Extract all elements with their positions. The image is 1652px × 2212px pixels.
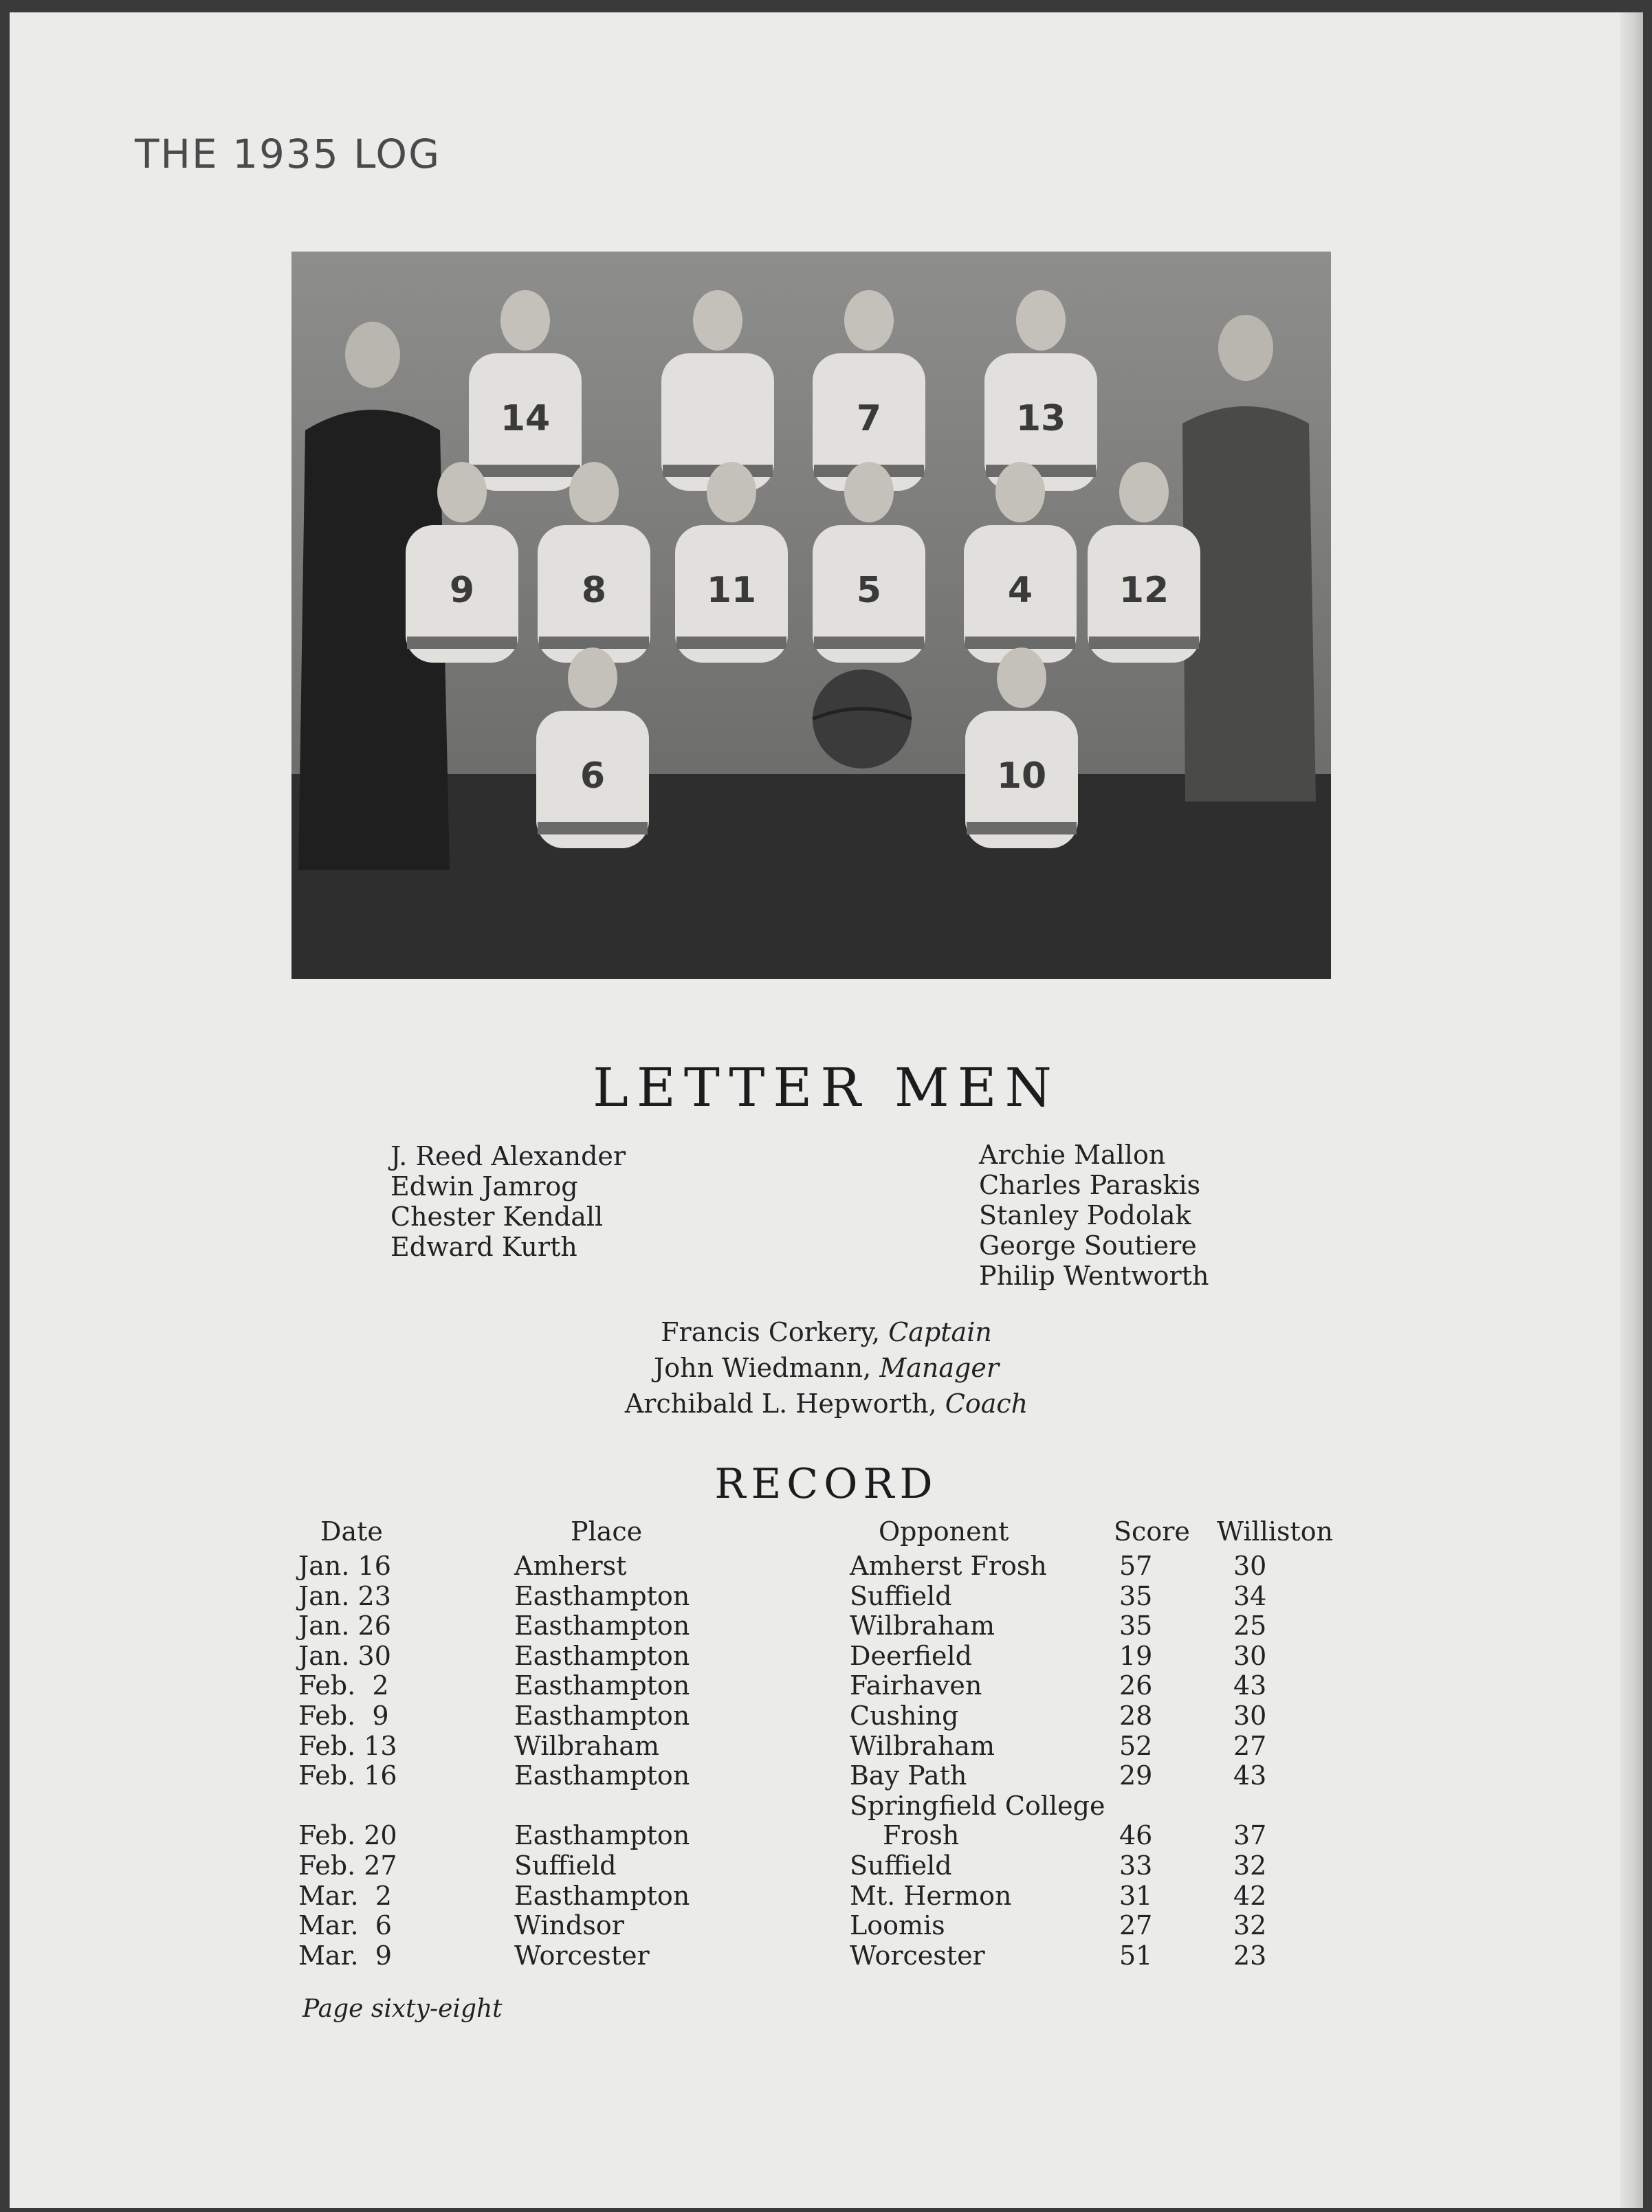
record-cell-score: 27 [1119, 1910, 1153, 1941]
player-head [1119, 462, 1169, 522]
staff-coach [10, 1386, 1643, 1422]
player-head [995, 462, 1045, 522]
player-head [693, 290, 742, 351]
record-column-header: Score [1114, 1516, 1190, 1547]
record-cell-opponent: Cushing [850, 1701, 959, 1731]
record-cell-place: Easthampton [514, 1640, 690, 1671]
record-cell-williston: 43 [1233, 1760, 1267, 1791]
record-cell-williston: 25 [1233, 1611, 1267, 1641]
record-column-header: Opponent [879, 1516, 1009, 1547]
jersey-number: 9 [449, 570, 475, 611]
letter-men-left-column [390, 1141, 626, 1262]
letter-men-right-column [979, 1140, 1209, 1291]
record-cell-place: Worcester [514, 1940, 650, 1971]
letter-man-name: Edward Kurth [390, 1232, 577, 1262]
jersey-number: 12 [1119, 570, 1169, 611]
letter-man-name: Philip Wentworth [979, 1261, 1209, 1291]
player-waistband [538, 822, 648, 834]
team-staff [10, 1314, 1643, 1422]
record-cell-score: 26 [1119, 1670, 1153, 1701]
record-cell-date: Feb. 2 [298, 1670, 389, 1701]
player-head [568, 648, 617, 708]
record-cell-opponent: Frosh [883, 1820, 960, 1851]
record-cell-score: 35 [1119, 1611, 1153, 1641]
record-cell-opponent: Mt. Hermon [850, 1880, 1012, 1911]
team-photo-image [291, 252, 1331, 979]
record-cell-williston: 23 [1233, 1940, 1267, 1971]
staff-name: Francis Corkery, [661, 1317, 881, 1347]
letter-man-name: Charles Paraskis [979, 1170, 1201, 1200]
staff-role: Captain [888, 1317, 992, 1347]
record-column-header: Place [571, 1516, 643, 1547]
page-header: THE 1935 LOG [135, 131, 441, 177]
record-cell-opponent: Wilbraham [850, 1611, 995, 1641]
record-cell-date: Feb. 27 [298, 1850, 397, 1881]
player-waistband [539, 637, 649, 649]
record-cell-williston: 30 [1233, 1701, 1267, 1731]
record-cell-opponent: Amherst Frosh [850, 1551, 1047, 1581]
player-head [437, 462, 487, 522]
record-cell-place: Easthampton [514, 1580, 690, 1611]
record-cell-date: Feb. 16 [298, 1760, 397, 1791]
record-cell-score: 52 [1119, 1730, 1153, 1761]
player-waistband [814, 637, 924, 649]
staff-name: John Wiedmann, [654, 1353, 872, 1383]
player-waistband [965, 637, 1075, 649]
player-waistband [407, 637, 517, 649]
record-cell-date: Jan. 26 [298, 1611, 391, 1641]
record-cell-place: Windsor [514, 1910, 624, 1941]
record-cell-opponent: Suffield [850, 1580, 952, 1611]
jersey-number: 4 [1007, 570, 1033, 611]
record-cell-place: Easthampton [514, 1880, 690, 1911]
record-cell-score: 51 [1119, 1940, 1153, 1971]
record-cell-opponent: Loomis [850, 1910, 945, 1941]
player-head [707, 462, 756, 522]
record-cell-date: Feb. 20 [298, 1820, 397, 1851]
record-cell-score: 19 [1119, 1640, 1153, 1671]
record-cell-date: Feb. 13 [298, 1730, 397, 1761]
record-heading: RECORD [714, 1460, 938, 1508]
record-cell-place: Easthampton [514, 1670, 690, 1701]
page-number: Page sixty-eight [302, 1995, 503, 2023]
record-cell-date: Feb. 9 [298, 1701, 389, 1731]
player-head [844, 290, 894, 351]
player-head [500, 290, 550, 351]
player-head [844, 462, 894, 522]
record-cell-williston: 42 [1233, 1880, 1267, 1911]
record-cell-score: 57 [1119, 1551, 1153, 1581]
record-cell-date: Jan. 23 [298, 1580, 391, 1611]
record-cell-williston: 34 [1233, 1580, 1267, 1611]
record-cell-williston: 30 [1233, 1551, 1267, 1581]
record-cell-opponent: Bay Path [850, 1760, 967, 1791]
letter-man-name: Edwin Jamrog [390, 1171, 578, 1202]
jersey-number: 11 [706, 570, 757, 611]
record-column-header: Date [320, 1516, 383, 1547]
record-cell-score: 31 [1119, 1880, 1153, 1911]
player-waistband [470, 465, 580, 477]
jersey-number: 10 [996, 755, 1047, 797]
record-cell-williston: 32 [1233, 1910, 1267, 1941]
team-photo [291, 252, 1331, 979]
player-head [1016, 290, 1066, 351]
record-cell-place: Amherst [514, 1551, 627, 1581]
record-cell-williston: 32 [1233, 1850, 1267, 1881]
letter-man-name: Archie Mallon [979, 1140, 1166, 1170]
record-cell-williston: 30 [1233, 1640, 1267, 1671]
record-cell-score: 46 [1119, 1820, 1153, 1851]
staff-name: Archibald L. Hepworth, [624, 1389, 937, 1419]
record-cell-date: Mar. 2 [298, 1880, 392, 1911]
record-cell-score: 35 [1119, 1580, 1153, 1611]
record-cell-opponent: Fairhaven [850, 1670, 982, 1701]
record-cell-place: Easthampton [514, 1820, 690, 1851]
record-cell-williston: 43 [1233, 1670, 1267, 1701]
record-cell-williston: 27 [1233, 1730, 1267, 1761]
player-head [569, 462, 619, 522]
record-cell-opponent: Springfield College [850, 1790, 1105, 1821]
record-cell-opponent: Deerfield [850, 1640, 972, 1671]
letter-man-name: Stanley Podolak [979, 1200, 1191, 1230]
record-cell-date: Mar. 9 [298, 1940, 392, 1971]
player-waistband [967, 822, 1077, 834]
record-cell-date: Mar. 6 [298, 1910, 392, 1941]
record-cell-score: 28 [1119, 1701, 1153, 1731]
record-cell-date: Jan. 16 [298, 1551, 391, 1581]
jersey-number: 5 [856, 570, 882, 611]
staff-manager [10, 1350, 1643, 1386]
letter-man-name: George Soutiere [979, 1230, 1197, 1261]
player-waistband [676, 637, 786, 649]
jersey-number: 6 [580, 755, 606, 797]
staff-role: Coach [945, 1389, 1028, 1419]
record-cell-place: Easthampton [514, 1760, 690, 1791]
jersey-number: 8 [581, 570, 607, 611]
record-cell-place: Suffield [514, 1850, 617, 1881]
record-cell-williston: 37 [1233, 1820, 1267, 1851]
record-cell-date: Jan. 30 [298, 1640, 391, 1671]
letter-men-heading: LETTER MEN [593, 1057, 1060, 1119]
staff-role: Manager [879, 1353, 999, 1383]
record-cell-place: Easthampton [514, 1701, 690, 1731]
jersey-number: 7 [856, 398, 882, 439]
letter-man-name: Chester Kendall [390, 1202, 604, 1232]
record-column-header: Williston [1217, 1516, 1334, 1547]
player-head [997, 648, 1046, 708]
yearbook-page [10, 12, 1643, 2208]
record-cell-opponent: Suffield [850, 1850, 952, 1881]
letter-man-name: J. Reed Alexander [390, 1141, 626, 1171]
record-cell-place: Wilbraham [514, 1730, 660, 1761]
jersey-number: 13 [1015, 398, 1066, 439]
record-cell-score: 29 [1119, 1760, 1153, 1791]
record-cell-opponent: Worcester [850, 1940, 985, 1971]
player-waistband [1089, 637, 1199, 649]
record-cell-place: Easthampton [514, 1611, 690, 1641]
staff-captain [10, 1314, 1643, 1350]
jersey-number: 14 [500, 398, 551, 439]
record-cell-opponent: Wilbraham [850, 1730, 995, 1761]
record-cell-score: 33 [1119, 1850, 1153, 1881]
